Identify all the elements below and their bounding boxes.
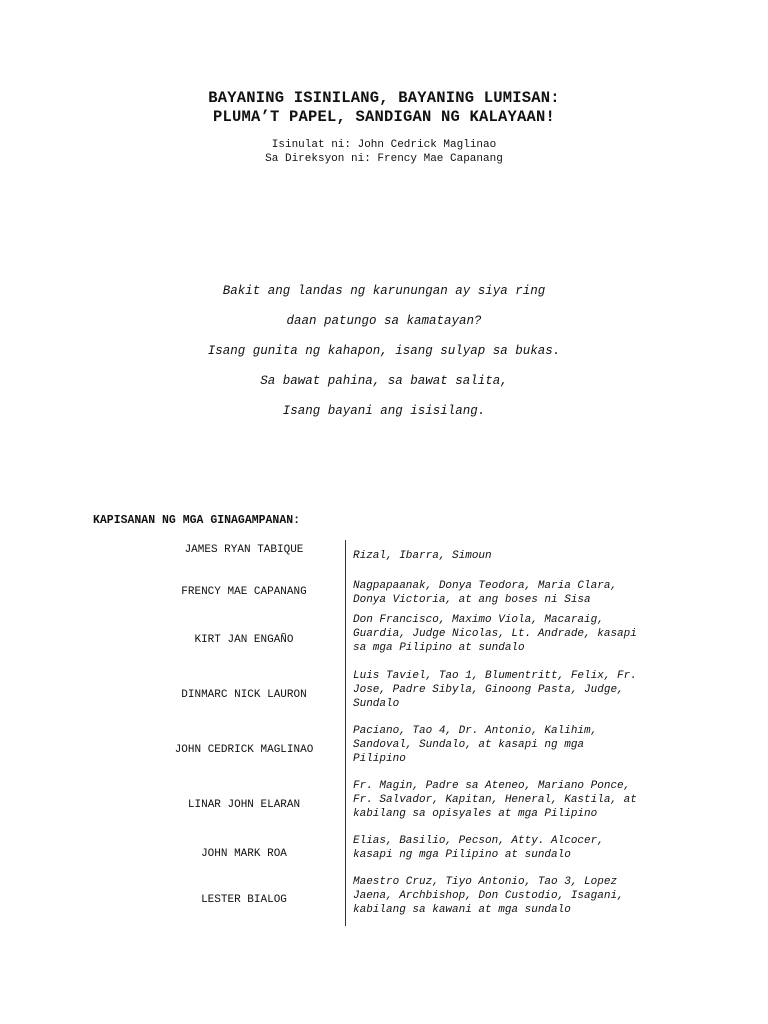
actor-roles: Paciano, Tao 4, Dr. Antonio, Kalihim, Sandoval, Sundalo, at kasapi ng mga Pilipino [353, 725, 598, 765]
director-credit: Sa Direksyon ni: Frency Mae Capanang [265, 153, 503, 165]
title-line-1: BAYANING ISINILANG, BAYANING LUMISAN: [208, 89, 560, 107]
actor-roles: Fr. Magin, Padre sa Ateneo, Mariano Ponce, Fr. Salvador, Kapitan, Heneral, Kastila, at kabilang sa opisyales at mga Pilipino [353, 780, 637, 820]
cast-heading: KAPISANAN NG MGA GINAGAMPANAN: [93, 514, 301, 527]
verse-line: daan patungo sa kamatayan? [286, 314, 482, 328]
actor-roles: Don Francisco, Maximo Viola, Macaraig, Guardia, Judge Nicolas, Lt. Andrade, kasapi sa mga Pilipino at sundalo [353, 614, 637, 654]
actor-name: FRENCY MAE CAPANANG [181, 586, 307, 598]
actor-name: JOHN MARK ROA [201, 848, 287, 860]
verse-line: Bakit ang landas ng karunungan ay siya ring [222, 284, 546, 298]
actor-name: JAMES RYAN TABIQUE [184, 544, 304, 556]
actor-name: LINAR JOHN ELARAN [187, 799, 301, 811]
actor-roles: Maestro Cruz, Tiyo Antonio, Tao 3, Lopez Jaena, Archbishop, Don Custodio, Isagani, kabilang sa kawani at mga sundalo [353, 876, 624, 916]
actor-roles: Luis Taviel, Tao 1, Blumentritt, Felix, Fr. Jose, Padre Sibyla, Ginoong Pasta, Judge, Sundalo [353, 670, 637, 710]
verse-line: Sa bawat pahina, sa bawat salita, [260, 374, 508, 388]
actor-name: DINMARC NICK LAURON [181, 689, 307, 701]
actor-roles: Elias, Basilio, Pecson, Atty. Alcocer, kasapi ng mga Pilipino at sundalo [353, 835, 604, 861]
actor-roles: Rizal, Ibarra, Simoun [353, 550, 492, 562]
verse-line: Isang bayani ang isisilang. [282, 404, 486, 418]
actor-name: KIRT JAN ENGAÑO [194, 634, 294, 646]
actor-name: LESTER BIALOG [201, 894, 287, 906]
verse-line: Isang gunita ng kahapon, isang sulyap sa bukas. [207, 344, 561, 358]
actor-name: JOHN CEDRICK MAGLINAO [174, 744, 314, 756]
title-line-2: PLUMA’T PAPEL, SANDIGAN NG KALAYAAN! [212, 108, 556, 126]
actor-roles: Nagpapaanak, Donya Teodora, Maria Clara, Donya Victoria, at ang boses ni Sisa [353, 580, 618, 606]
author-credit: Isinulat ni: John Cedrick Maglinao [271, 139, 497, 151]
cast-divider [345, 540, 346, 926]
